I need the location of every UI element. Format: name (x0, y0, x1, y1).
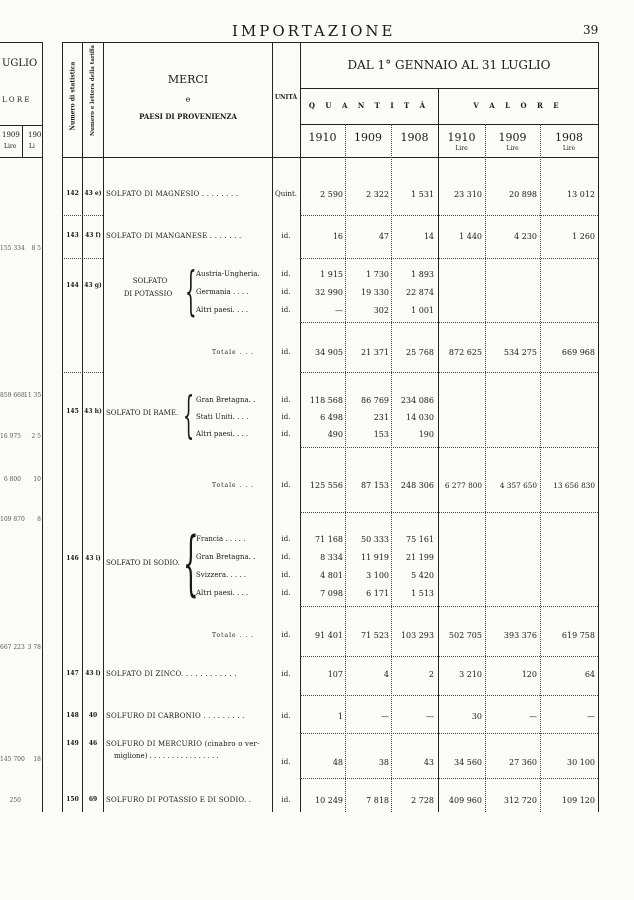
quantity-2: 2 728 (411, 796, 434, 805)
quantity-0: 71 168 (315, 535, 343, 544)
country-name: Svizzera. . . . . (196, 571, 247, 579)
row-separator (62, 215, 103, 216)
value-1: 4 230 (514, 232, 537, 241)
unit: id. (281, 758, 291, 766)
country-name: Gran Bretagna. . (196, 396, 256, 404)
country-name: Stati Uniti. . . . (196, 413, 249, 421)
quantity-0: 32 990 (315, 288, 343, 297)
row-separator (62, 258, 103, 259)
left-fragment-value: 145 700 (0, 756, 25, 763)
unit: id. (281, 306, 291, 314)
value-0: 3 210 (459, 670, 482, 679)
unit: id. (281, 670, 291, 678)
total-quantity-1: 21 371 (361, 348, 389, 357)
quantity-1: 302 (373, 306, 389, 315)
tariff-number: 43 l) (85, 670, 101, 677)
tariff-number: 43 e) (84, 190, 102, 197)
stat-number: 146 (66, 555, 79, 562)
left-fragment-value: 3 78 (27, 644, 41, 651)
unit: id. (281, 348, 291, 356)
unit: id. (281, 589, 291, 597)
quantity-2: 1 513 (411, 589, 434, 598)
unit: id. (281, 270, 291, 278)
row-separator (300, 447, 598, 448)
quantity-1: 38 (378, 758, 389, 767)
tariff-number: 43 i) (85, 555, 101, 562)
column-header-period: DAL 1° GENNAIO AL 31 LUGLIO (347, 58, 551, 72)
quantity-0: 1 915 (320, 270, 343, 279)
unit: id. (281, 553, 291, 561)
page-number: 39 (583, 23, 599, 37)
total-value-1: 534 275 (503, 348, 537, 357)
column-header-e: e (185, 95, 191, 104)
value-2: 30 100 (567, 758, 595, 767)
column-header-paesi: PAESI DI PROVENIENZA (139, 112, 237, 121)
group-brace: { (183, 386, 195, 444)
row-separator (300, 695, 598, 696)
item-name: SOLFATO DI MAGNESIO . . . . . . . . (106, 190, 239, 198)
quantity-0: 48 (332, 758, 343, 767)
unit: id. (281, 288, 291, 296)
item-name: SOLFURO DI POTASSIO E DI SODIO. . (106, 796, 252, 804)
row-separator (300, 215, 598, 216)
tariff-number: 43 h) (84, 408, 102, 415)
year-header-v-1910: 1910 (447, 131, 476, 144)
left-fragment-value: 250 (9, 797, 21, 804)
row-separator (300, 372, 598, 373)
unit: id. (281, 535, 291, 543)
year-header-v-1908: 1908 (555, 131, 583, 144)
value-2: 1 260 (572, 232, 595, 241)
column-header-valore: V A L O R E (473, 101, 563, 110)
left-fragment-value: 18 (33, 756, 41, 763)
quantity-2: 234 086 (400, 396, 434, 405)
total-value-2: 619 758 (561, 631, 595, 640)
quantity-1: 2 322 (366, 190, 389, 199)
quantity-0: 4 801 (320, 571, 343, 580)
item-name-cont: DI POTASSIO (123, 290, 173, 298)
row-separator (300, 606, 598, 607)
total-quantity-2: 248 306 (400, 481, 434, 490)
quantity-1: 19 330 (361, 288, 389, 297)
value-2: 13 012 (567, 190, 595, 199)
value-2: 109 120 (561, 796, 595, 805)
quantity-1: 86 769 (361, 396, 389, 405)
value-1: — (529, 712, 537, 721)
left-fragment-top: UGLIO (2, 58, 38, 69)
item-name: SOLFATO DI SODIO. (106, 559, 180, 567)
quantity-1: 3 100 (366, 571, 389, 580)
left-fragment-value: 8 5 (31, 245, 41, 252)
column-header-unita: UNITÀ (274, 94, 298, 101)
item-name: SOLFURO DI MERCURIO (cinabro o ver- (106, 740, 260, 748)
left-fragment-value: 16 975 (0, 433, 21, 440)
unit: id. (281, 396, 291, 404)
total-quantity-2: 25 768 (406, 348, 434, 357)
quantity-2: 1 893 (411, 270, 434, 279)
total-quantity-0: 125 556 (309, 481, 343, 490)
left-fragment-year-b: 190 (28, 131, 42, 139)
row-separator (300, 733, 598, 734)
country-name: Francia . . . . . (196, 535, 246, 543)
left-fragment-value: 2 5 (31, 433, 41, 440)
value-0: 34 560 (454, 758, 482, 767)
left-fragment-value: 11 35 (24, 392, 42, 399)
total-value-0: 502 705 (448, 631, 482, 640)
quantity-2: 22 874 (406, 288, 434, 297)
stat-number: 143 (66, 232, 79, 239)
quantity-0: 10 249 (315, 796, 343, 805)
quantity-2: — (426, 712, 434, 721)
quantity-0: 2 590 (320, 190, 343, 199)
quantity-0: — (335, 306, 343, 315)
total-value-1: 4 357 650 (499, 481, 537, 490)
total-quantity-0: 34 905 (315, 348, 343, 357)
year-header-q-1909: 1909 (354, 131, 382, 144)
country-name: Altri paesi. . . . (196, 306, 249, 314)
year-header-q-1910: 1910 (308, 131, 337, 144)
unit: id. (281, 631, 291, 639)
item-name: SOLFATO DI RAME. (106, 409, 179, 417)
row-separator (300, 512, 598, 513)
unit: id. (281, 712, 291, 720)
left-fragment-value: 10 (33, 476, 41, 483)
value-1: 312 720 (503, 796, 537, 805)
stat-number: 148 (66, 712, 79, 719)
total-quantity-1: 71 523 (361, 631, 389, 640)
quantity-0: 1 (337, 712, 343, 721)
quantity-2: 14 (423, 232, 434, 241)
stat-number: 147 (66, 670, 79, 677)
total-quantity-0: 91 401 (315, 631, 343, 640)
column-header-merci: MERCI (167, 73, 209, 86)
value-1: 120 (521, 670, 537, 679)
group-brace: { (185, 262, 197, 322)
quantity-0: 107 (327, 670, 343, 679)
quantity-1: 50 333 (361, 535, 389, 544)
total-value-0: 6 277 800 (444, 481, 482, 490)
quantity-0: 16 (332, 232, 343, 241)
tariff-number: 40 (88, 712, 98, 719)
quantity-1: — (381, 712, 389, 721)
quantity-1: 1 730 (366, 270, 389, 279)
column-header-stat-num: Numero di statistica (69, 61, 77, 131)
left-fragment-year-a: 1909 (2, 131, 20, 139)
left-fragment-value: 109 870 (0, 516, 25, 523)
unit: id. (281, 413, 291, 421)
left-fragment-lore: L O R E (2, 96, 30, 104)
tariff-number: 43 f) (85, 232, 101, 239)
quantity-2: 43 (423, 758, 434, 767)
total-value-1: 393 376 (503, 631, 537, 640)
quantity-2: 2 (428, 670, 434, 679)
item-name: SOLFURO DI CARBONIO . . . . . . . . . (106, 712, 245, 720)
quantity-1: 7 818 (366, 796, 389, 805)
stat-number: 149 (66, 740, 79, 747)
quantity-2: 190 (418, 430, 434, 439)
column-header-quantita: Q U A N T I T À (308, 101, 430, 110)
quantity-2: 1 531 (411, 190, 434, 199)
item-name: SOLFATO (132, 277, 168, 285)
quantity-1: 47 (378, 232, 389, 241)
left-fragment-lire-a: Lire (4, 143, 17, 150)
unit: id. (281, 796, 291, 804)
quantity-1: 11 919 (361, 553, 389, 562)
year-header-q-1908: 1908 (400, 131, 429, 144)
row-separator (62, 372, 103, 373)
stat-number: 145 (66, 408, 79, 415)
tariff-number: 46 (88, 740, 98, 747)
lire-label-1909: Lire (506, 145, 519, 152)
stat-number: 142 (66, 190, 79, 197)
quantity-0: 6 498 (320, 413, 343, 422)
item-name-cont: miglione) . . . . . . . . . . . . . . . . (114, 752, 219, 760)
value-0: 409 960 (448, 796, 482, 805)
row-separator (300, 656, 598, 657)
left-fragment-value: 859 668 (0, 392, 25, 399)
country-name: Austria-Ungheria. (196, 270, 260, 278)
quantity-1: 231 (373, 413, 389, 422)
total-label: Totale . . . (212, 482, 255, 489)
quantity-2: 1 001 (411, 306, 434, 315)
tariff-number: 69 (88, 796, 98, 803)
unit: id. (281, 481, 291, 489)
row-separator (300, 258, 598, 259)
left-fragment-value: 155 334 (0, 245, 25, 252)
country-name: Altri paesi. . . . (196, 589, 249, 597)
total-label: Totale . . . (212, 632, 255, 639)
total-label: Totale . . . (212, 349, 255, 356)
quantity-1: 6 171 (366, 589, 389, 598)
row-separator (300, 322, 598, 323)
quantity-0: 490 (327, 430, 343, 439)
value-1: 27 360 (509, 758, 537, 767)
stat-number: 144 (66, 282, 79, 289)
quantity-1: 4 (383, 670, 389, 679)
quantity-1: 153 (373, 430, 389, 439)
row-separator (300, 778, 598, 779)
unit: id. (281, 430, 291, 438)
country-name: Gran Bretagna. . (196, 553, 256, 561)
country-name: Germania . . . . (196, 288, 249, 296)
page-title: IMPORTAZIONE (232, 22, 396, 40)
quantity-2: 5 420 (411, 571, 434, 580)
value-2: 64 (584, 670, 595, 679)
value-1: 20 898 (509, 190, 537, 199)
quantity-2: 21 199 (406, 553, 434, 562)
left-fragment-value: 6 800 (3, 476, 21, 483)
quantity-0: 8 334 (320, 553, 343, 562)
quantity-2: 75 161 (406, 535, 434, 544)
unit: id. (281, 571, 291, 579)
item-name: SOLFATO DI MANGANESE . . . . . . . (106, 232, 242, 240)
total-value-2: 669 968 (561, 348, 595, 357)
total-value-0: 872 625 (448, 348, 482, 357)
total-quantity-1: 87 153 (361, 481, 389, 490)
column-header-tariff: Numero e lettera della tariffa (90, 45, 96, 136)
quantity-0: 7 098 (320, 589, 343, 598)
stat-number: 150 (66, 796, 79, 803)
left-fragment-lire-b: Li (29, 143, 35, 150)
value-0: 30 (471, 712, 482, 721)
total-quantity-2: 103 293 (400, 631, 434, 640)
unit: Quint. (274, 190, 298, 198)
group-brace: { (183, 522, 199, 604)
value-0: 1 440 (459, 232, 482, 241)
lire-label-1910: Lire (455, 145, 468, 152)
year-header-v-1909: 1909 (498, 131, 527, 144)
item-name: SOLFATO DI ZINCO. . . . . . . . . . . . (106, 670, 237, 678)
total-value-2: 13 656 830 (553, 481, 595, 490)
tariff-number: 43 g) (84, 282, 102, 289)
country-name: Altri paesi. . . . (196, 430, 249, 438)
left-fragment-value: 667 223 (0, 644, 25, 651)
left-fragment-value: 8 (37, 516, 41, 523)
value-2: — (587, 712, 595, 721)
unit: id. (281, 232, 291, 240)
value-0: 23 310 (454, 190, 482, 199)
quantity-0: 118 568 (309, 396, 343, 405)
quantity-2: 14 030 (406, 413, 434, 422)
lire-label-1908: Lire (562, 145, 576, 152)
